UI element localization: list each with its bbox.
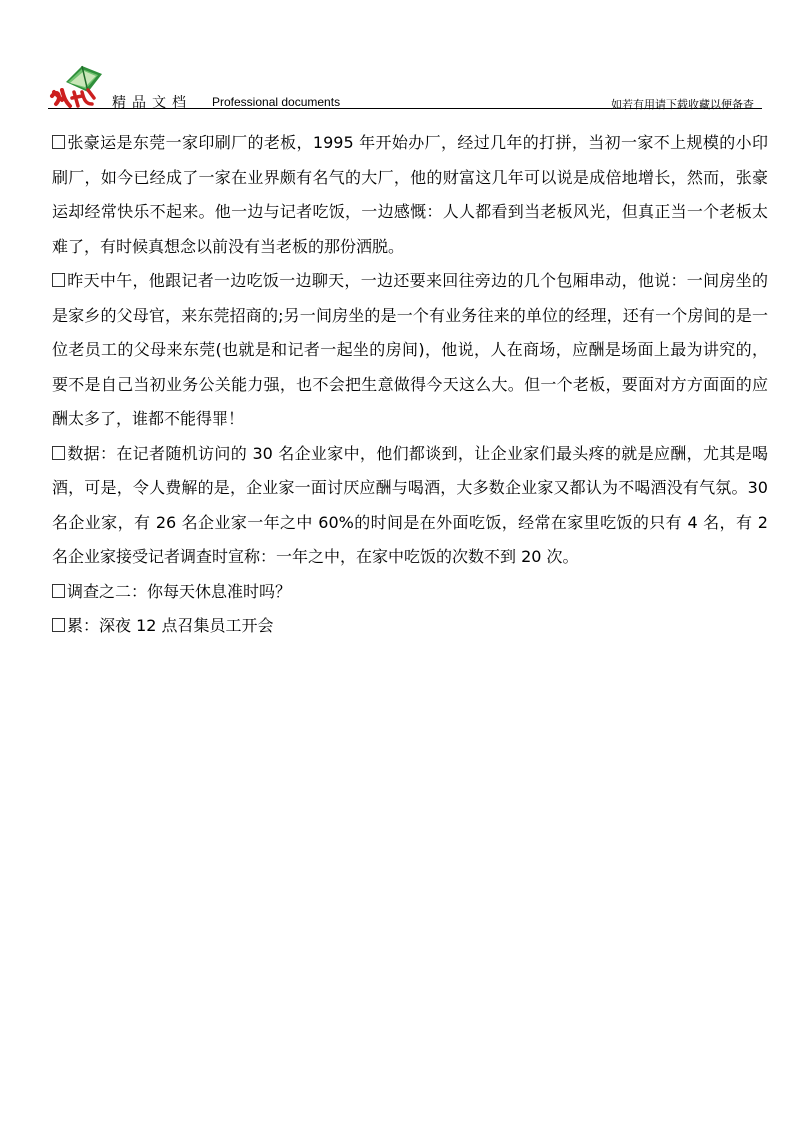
document-header <box>48 52 760 112</box>
book-logo-icon <box>48 52 108 108</box>
paragraph <box>52 437 768 575</box>
paragraph-text: 张豪运是东莞一家印刷厂的老板，1995 年开始办厂，经过几年的打拼，当初一家不上规模的小印刷厂，如今已经成了一家在业界颇有名气的大厂，他的财富这几年可以说是成倍地增长，然而，张豪运却经常快乐不起来。他一边与记者吃饭，一边感慨：人人都看到当老板风光，但真正当一个老板太难了，有时候真想念以前没有当老板的那份洒脱。 <box>52 133 768 256</box>
header-divider <box>48 108 762 109</box>
checkbox-glyph-icon <box>52 446 65 460</box>
paragraph <box>52 264 768 437</box>
paragraph-text: 昨天中午，他跟记者一边吃饭一边聊天，一边还要来回往旁边的几个包厢串动，他说：一间房坐的是家乡的父母官，来东莞招商的;另一间房坐的是一个有业务往来的单位的经理，还有一个房间的是一位老员工的父母来东莞(也就是和记者一起坐的房间)，他说，人在商场，应酬是场面上最为讲究的，要不是自己当初业务公关能力强，也不会把生意做得今天这么大。但一个老板，要面对方方面面的应酬太多了，谁都不能得罪！ <box>52 271 768 428</box>
checkbox-glyph-icon <box>52 273 65 287</box>
paragraph <box>52 609 768 644</box>
paragraph-text: 数据：在记者随机访问的 30 名企业家中，他们都谈到，让企业家们最头疼的就是应酬，尤其是喝酒，可是，令人费解的是，企业家一面讨厌应酬与喝酒，大多数企业家又都认为不喝酒没有气氛。30 名企业家，有 26 名企业家一年之中 60%的时间是在外面吃饭，经常在家里吃饭的只有 4 名，有 2 名企业家接受记者调查时宣称：一年之中，在家中吃饭的次数不到 20 次。 <box>52 443 768 566</box>
paragraph-text: 调查之二：你每天休息准时吗？ <box>67 581 292 601</box>
paragraph <box>52 126 768 264</box>
checkbox-glyph-icon <box>52 584 65 598</box>
header-note: 如若有用请下载收藏以便备查 <box>611 98 754 111</box>
article-body <box>52 126 768 644</box>
checkbox-glyph-icon <box>52 135 65 149</box>
paragraph <box>52 575 768 610</box>
brand-subtitle: Professional documents <box>212 95 341 109</box>
paragraph-text: 累：深夜 12 点召集员工开会 <box>67 616 274 635</box>
checkbox-glyph-icon <box>52 618 65 632</box>
brand-title: 精品文档 <box>112 95 192 111</box>
